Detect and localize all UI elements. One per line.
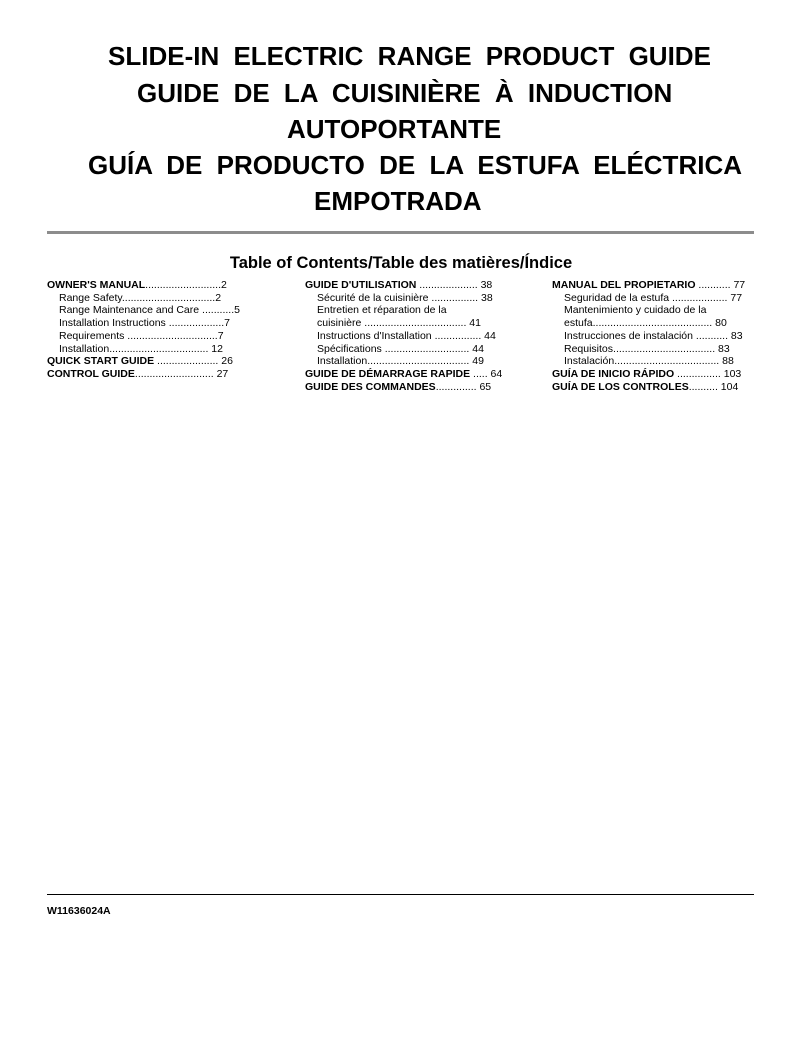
toc-entry[interactable] bbox=[305, 355, 535, 368]
toc-entry-page: 83 bbox=[715, 342, 730, 355]
toc-entry-leader: .................................. bbox=[109, 342, 209, 355]
toc-entry-leader: ............................. bbox=[381, 342, 470, 355]
toc-entry-page: 26 bbox=[218, 355, 233, 368]
toc-entry[interactable] bbox=[552, 304, 784, 317]
title-line-french: GUIDE DE LA CUISINIÈRE À INDUCTION bbox=[137, 78, 673, 108]
toc-entry-leader: ........... bbox=[695, 279, 731, 291]
toc-entry[interactable] bbox=[305, 292, 535, 305]
toc-entry-label: OWNER'S MANUAL bbox=[47, 279, 146, 291]
toc-entry-page: 80 bbox=[712, 317, 727, 330]
toc-entry[interactable] bbox=[305, 304, 535, 317]
toc-entry[interactable] bbox=[47, 355, 287, 368]
toc-entry-leader: ......................................... bbox=[592, 317, 713, 330]
toc-entry[interactable] bbox=[552, 368, 784, 381]
toc-entry-leader: ................... bbox=[165, 317, 225, 330]
toc-entry-leader: ............... bbox=[674, 367, 721, 380]
toc-entry-label: GUÍA DE LOS CONTROLES bbox=[552, 380, 689, 393]
toc-entry[interactable] bbox=[305, 317, 535, 330]
toc-column-french bbox=[305, 279, 535, 393]
toc-entry[interactable] bbox=[305, 279, 535, 292]
toc-entry-label: GUÍA DE INICIO RÁPIDO bbox=[552, 367, 675, 380]
toc-entry-label: Seguridad de la estufa bbox=[564, 291, 670, 304]
toc-entry-leader: .................... bbox=[416, 279, 478, 291]
toc-entry-page: 65 bbox=[476, 380, 492, 393]
toc-entry-label: Requisitos bbox=[564, 342, 614, 355]
toc-entry-page: 7 bbox=[224, 317, 231, 330]
toc-entry-leader: ........................... bbox=[134, 367, 214, 380]
toc-entry-page: 104 bbox=[717, 380, 739, 393]
toc-entry-label: GUIDE D'UTILISATION bbox=[305, 279, 417, 291]
toc-entry-page: 38 bbox=[478, 291, 493, 304]
toc-entry[interactable] bbox=[552, 330, 784, 343]
toc-entry-page: 44 bbox=[481, 329, 496, 342]
toc-entry-label: Instalación bbox=[564, 355, 615, 368]
toc-entry[interactable] bbox=[47, 292, 287, 305]
toc-entry-label: Installation bbox=[59, 342, 110, 355]
toc-column-english bbox=[47, 279, 287, 381]
toc-entry-page: 27 bbox=[213, 367, 229, 380]
toc-entry[interactable] bbox=[552, 317, 784, 330]
toc-entry-leader: .............. bbox=[435, 380, 477, 393]
toc-entry-label: cuisinière bbox=[317, 317, 362, 330]
toc-entry[interactable] bbox=[305, 381, 535, 394]
toc-entry[interactable] bbox=[305, 368, 535, 381]
toc-entry-label: MANUAL DEL PROPIETARIO bbox=[552, 279, 696, 291]
toc-entry[interactable] bbox=[47, 304, 287, 317]
toc-entry-page: 44 bbox=[469, 342, 484, 355]
toc-entry-page: 88 bbox=[719, 355, 734, 368]
toc-entry-page: 5 bbox=[234, 304, 240, 317]
toc-entry[interactable] bbox=[552, 343, 784, 356]
toc-entry-label: CONTROL GUIDE bbox=[47, 367, 135, 380]
toc-entry-leader: ................................... bbox=[367, 355, 470, 368]
toc-entry-page: 77 bbox=[730, 279, 746, 291]
part-number: W11636024A bbox=[47, 905, 111, 917]
toc-entry-leader: ................... bbox=[669, 291, 728, 304]
toc-entry-page: 12 bbox=[208, 342, 223, 355]
toc-entry-label: Instructions d'Installation bbox=[317, 329, 432, 342]
toc-heading: Table of Contents/Table des matières/Índice bbox=[229, 254, 573, 272]
toc-entry-label: Range Safety bbox=[59, 291, 122, 304]
toc-entry[interactable] bbox=[47, 330, 287, 343]
toc-entry[interactable] bbox=[552, 381, 784, 394]
toc-entry-label: Installation Instructions bbox=[59, 317, 166, 330]
toc-entry-leader: ................................... bbox=[361, 317, 467, 330]
toc-entry[interactable] bbox=[47, 368, 287, 381]
toc-entry-leader: ........... bbox=[693, 329, 729, 342]
toc-column-spanish bbox=[552, 279, 784, 393]
toc-entry-label: Requirements bbox=[59, 329, 125, 342]
title-divider bbox=[47, 231, 754, 234]
toc-entry[interactable] bbox=[47, 343, 287, 356]
toc-entry-label: Entretien et réparation de la bbox=[317, 304, 447, 317]
toc-entry-page: 64 bbox=[487, 367, 503, 380]
title-line-english: SLIDE-IN ELECTRIC RANGE PRODUCT GUIDE bbox=[108, 41, 711, 71]
toc-entry-label: Instrucciones de instalación bbox=[564, 329, 693, 342]
toc-entry-label: Installation bbox=[317, 355, 368, 368]
toc-entry-label: Spécifications bbox=[317, 342, 382, 355]
title-line-spanish-continued: EMPOTRADA bbox=[314, 186, 482, 216]
toc-entry-label: QUICK START GUIDE bbox=[47, 355, 155, 368]
toc-entry-leader: .................................... bbox=[614, 355, 720, 368]
toc-entry-label: estufa bbox=[564, 317, 593, 330]
toc-entry-leader: ............................... bbox=[124, 329, 218, 342]
title-line-spanish: GUÍA DE PRODUCTO DE LA ESTUFA ELÉCTRICA bbox=[88, 150, 742, 180]
toc-entry-page: 7 bbox=[217, 329, 224, 342]
toc-entry-label: Range Maintenance and Care bbox=[59, 304, 200, 317]
toc-entry-label: GUIDE DE DÉMARRAGE RAPIDE bbox=[305, 367, 471, 380]
toc-entry[interactable] bbox=[47, 279, 287, 292]
toc-entry[interactable] bbox=[305, 330, 535, 343]
toc-entry-page: 38 bbox=[477, 279, 493, 291]
toc-entry[interactable] bbox=[305, 343, 535, 356]
toc-entry-label: Sécurité de la cuisinière bbox=[317, 291, 429, 304]
toc-entry-page: 2 bbox=[215, 291, 222, 304]
toc-entry-page: 77 bbox=[727, 291, 743, 304]
toc-entry-page: 103 bbox=[720, 367, 742, 380]
toc-entry-leader: ........... bbox=[199, 304, 235, 317]
toc-entry-label: Mantenimiento y cuidado de la bbox=[564, 304, 707, 317]
toc-entry-leader: ..................... bbox=[154, 355, 219, 368]
toc-entry-leader: .......... bbox=[688, 380, 718, 393]
footer-divider bbox=[47, 894, 754, 895]
toc-entry-leader: ................ bbox=[431, 329, 482, 342]
toc-entry[interactable] bbox=[552, 279, 784, 292]
toc-entry-page: 41 bbox=[466, 317, 481, 330]
toc-entry[interactable] bbox=[552, 292, 784, 305]
toc-entry-leader: ................................ bbox=[121, 291, 216, 304]
toc-entry[interactable] bbox=[552, 355, 784, 368]
title-line-french-continued: AUTOPORTANTE bbox=[287, 114, 502, 144]
toc-entry-page: 2 bbox=[221, 279, 227, 291]
toc-entry-leader: ................ bbox=[428, 291, 479, 304]
toc-entry-label: GUIDE DES COMMANDES bbox=[305, 380, 436, 393]
toc-entry-page: 83 bbox=[728, 329, 743, 342]
toc-entry-leader: .......................... bbox=[145, 279, 222, 291]
toc-entry[interactable] bbox=[47, 317, 287, 330]
toc-entry-page: 49 bbox=[469, 355, 484, 368]
toc-entry-leader: ................................... bbox=[613, 342, 716, 355]
toc-entry-leader: ..... bbox=[470, 367, 488, 380]
